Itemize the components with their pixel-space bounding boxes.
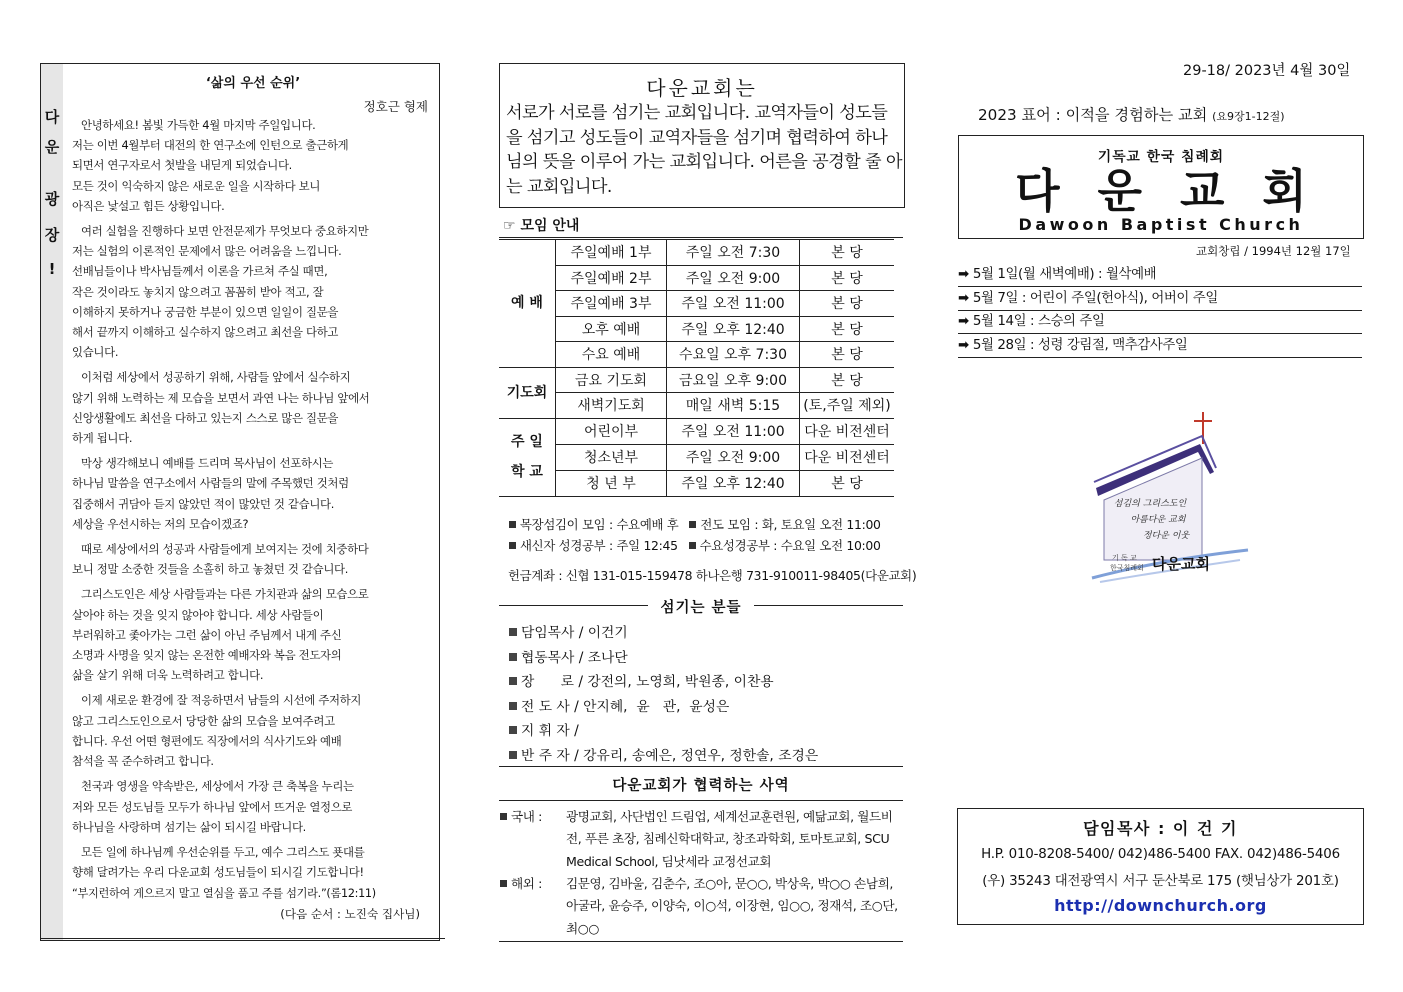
- essay-line: 막상 생각해보니 예배를 드리며 목사님이 선포하시는: [81, 456, 334, 471]
- square-bullet-icon: [509, 542, 516, 549]
- meeting-note: 새신자 성경공부 : 주일 12:45: [520, 538, 678, 553]
- essay-paragraphs: [72, 115, 434, 882]
- essay-line: 이제 새로운 환경에 잘 적응하면서 남들의 시선에 주저하지: [81, 693, 362, 708]
- essay-line: 삶을 살기 위해 더욱 노력하려고 합니다.: [72, 668, 264, 683]
- schedule-text: : 성령 강림절, 맥추감사주일: [1026, 337, 1188, 353]
- arrow-icon: ➡: [958, 314, 969, 329]
- divider: [499, 766, 903, 767]
- schedule-text: : 스승의 주일: [1026, 314, 1105, 329]
- divider: [499, 941, 903, 942]
- servant-text: 반 주 자 / 강유리, 송예은, 정연우, 정한솔, 조경은: [521, 747, 819, 764]
- logo-slogan: 아름다운 교회: [1130, 515, 1186, 525]
- church-address: (우) 35243 대전광역시 서구 둔산북로 175 (햇님상가 201호): [982, 874, 1339, 889]
- square-bullet-icon: [509, 677, 517, 685]
- intro-title: 다운교회는: [646, 76, 758, 100]
- schedule-item: [958, 335, 1362, 358]
- essay-paragraph: [72, 453, 434, 534]
- servant-text: 담임목사 / 이건기: [521, 625, 628, 641]
- logo-sub: 한국침례회: [1110, 564, 1144, 572]
- essay-line: 여러 실험을 진행하다 보면 안전문제가 무엇보다 중요하지만: [81, 224, 369, 239]
- essay-line: 천국과 영생을 약속받은, 세상에서 가장 큰 축복을 누리는: [81, 779, 354, 794]
- meeting-name: 청소년부: [556, 444, 667, 470]
- meeting-name: 수요 예배: [556, 342, 667, 368]
- church-name-english: Dawoon Baptist Church: [1018, 215, 1304, 234]
- side-char: 장: [44, 226, 60, 244]
- essay-line: 저와 모든 성도님들 모두가 하나님 앞에서 뜨거운 열정으로: [72, 799, 353, 814]
- essay-verse: “부지런하여 게으르지 말고 열심을 품고 주를 섬기라.”(롬12:11): [72, 887, 376, 901]
- table-row: [499, 418, 894, 444]
- square-bullet-icon: [509, 726, 517, 734]
- meeting-name: 어린이부: [556, 418, 667, 444]
- essay-line: 저는 이번 4월부터 대전의 한 연구소에 인턴으로 출근하게: [72, 138, 349, 153]
- servants-title-text: 섬기는 분들: [648, 600, 753, 616]
- schedule-date: 5월 7일: [972, 290, 1018, 306]
- meeting-note: 목장섬김이 모임 : 수요예배 후: [520, 517, 679, 532]
- servants-title: [499, 596, 903, 617]
- offering-account: 헌금계좌 : 신협 131-015-159478 하나은행 731-910011-98405(다운교회): [508, 568, 917, 583]
- schedule-item: [958, 311, 1362, 334]
- meeting-time: 주일 오전 9:00: [667, 265, 800, 291]
- motto-reference: (요9장1-12절): [1212, 110, 1285, 123]
- essay-author: 정호근 형제: [363, 99, 428, 114]
- meetings-table: [499, 239, 894, 497]
- schedule-date: 5월 1일: [972, 267, 1018, 282]
- pastor-title: 담임목사 : 이 건 기: [1083, 819, 1238, 838]
- motto: [978, 104, 1285, 125]
- servant-item: [509, 719, 579, 739]
- essay-line: 세상을 우선시하는 저의 모습이겠죠?: [72, 516, 249, 531]
- table-row: [499, 291, 894, 317]
- essay-line: 모든 일에 하나님께 우선순위를 두고, 예수 그리스도 푯대를: [81, 844, 365, 859]
- square-bullet-icon: [500, 880, 507, 887]
- square-bullet-icon: [509, 751, 517, 759]
- meeting-note-row: [509, 515, 881, 533]
- servant-text: 협동목사 / 조나단: [521, 649, 628, 666]
- essay-line: 집중해서 귀담아 듣지 않았던 적이 많았던 것 같습니다.: [72, 496, 335, 511]
- table-row: [499, 316, 894, 342]
- meeting-time: 주일 오후 12:40: [667, 470, 800, 496]
- arrow-icon: ➡: [958, 267, 969, 282]
- table-row: [499, 470, 894, 496]
- table-row: [499, 342, 894, 368]
- table-row: [499, 265, 894, 291]
- essay-line: 저는 실험의 이론적인 문제에서 많은 어려움을 느낍니다.: [72, 244, 342, 259]
- essay-line: 소명과 사명을 잊지 않는 온전한 예배자와 복음 전도자의: [72, 648, 342, 663]
- essay-line: 향해 달려가는 우리 다운교회 성도님들이 되시길 기도합니다!: [72, 865, 364, 880]
- essay-line: 해서 끝까지 이해하고 실수하지 않으려고 최선을 다하고: [72, 325, 339, 340]
- meeting-time: 금요일 오후 9:00: [667, 367, 800, 393]
- essay-paragraph: [72, 539, 434, 579]
- divider: [499, 237, 903, 238]
- meeting-place: 본 당: [800, 291, 895, 317]
- servant-item: [509, 621, 628, 641]
- essay-paragraph: [72, 367, 434, 448]
- essay-paragraph: [72, 690, 434, 771]
- meeting-name: 주일예배 2부: [556, 265, 667, 291]
- essay-line: 합니다. 우선 어떤 형편에도 직장에서의 식사기도와 예배: [72, 733, 342, 748]
- column-daun-square: [40, 63, 440, 941]
- meeting-time: 주일 오전 7:30: [667, 240, 800, 266]
- domestic-label: 국내 :: [511, 809, 542, 824]
- square-bullet-icon: [509, 653, 517, 661]
- schedule-date: 5월 14일: [972, 314, 1027, 329]
- servant-item: [509, 744, 818, 764]
- arrow-icon: ➡: [958, 290, 969, 306]
- essay-line: 그리스도인은 세상 사람들과는 다른 가치관과 삶의 모습으로: [81, 587, 369, 602]
- servant-text: 지 휘 자 /: [521, 723, 579, 739]
- servant-text: 장 로 / 강전의, 노영희, 박원종, 이찬용: [521, 674, 774, 690]
- meeting-place: 다운 비전센터: [800, 444, 895, 470]
- essay-line: 않고 그리스도인으로서 당당한 삶의 모습을 보여주려고: [72, 713, 335, 728]
- servant-item: [509, 670, 774, 690]
- meeting-note: 전도 모임 : 화, 토요일 오전 11:00: [700, 517, 881, 532]
- church-website-link[interactable]: http://downchurch.org: [1054, 896, 1267, 915]
- founded-date: 교회창립 / 1994년 12월 17일: [1196, 244, 1351, 258]
- essay-line: 모든 것이 익숙하지 않은 새로운 일을 시작하다 보니: [72, 178, 321, 193]
- schedule-text: (월 새벽예배) : 월삭예배: [1018, 267, 1157, 282]
- meeting-place: 본 당: [800, 342, 895, 368]
- essay-line: 선배님들이나 박사님들께서 이론을 가르쳐 주실 때면,: [72, 264, 328, 279]
- meeting-name: 청 년 부: [556, 470, 667, 496]
- arrow-icon: ➡: [958, 337, 969, 353]
- essay-line: 이처럼 세상에서 성공하기 위해, 사람들 앞에서 실수하지: [81, 370, 351, 385]
- intro-box: [499, 63, 905, 208]
- essay-paragraph: [72, 115, 434, 216]
- square-bullet-icon: [500, 813, 507, 820]
- meeting-place: 본 당: [800, 265, 895, 291]
- church-logo: [1090, 410, 1250, 585]
- meeting-time: 주일 오전 9:00: [667, 444, 800, 470]
- motto-text: 2023 표어 : 이적을 경험하는 교회: [978, 106, 1208, 124]
- servant-item: [509, 646, 628, 666]
- side-char: 다: [44, 108, 60, 126]
- essay: [72, 64, 434, 924]
- overseas-list: 김문영, 김바울, 김춘수, 조○아, 문○○, 박상욱, 박○○ 손남희, 아굴라, 윤승주, 이양숙, 이○석, 이장현, 임○○, 정재석, 조○단, 최○○: [566, 876, 898, 936]
- essay-line: 부러워하고 좇아가는 그런 삶이 아닌 주님께서 내게 주신: [72, 627, 342, 642]
- side-char: 운: [44, 138, 60, 156]
- meeting-time: 주일 오전 11:00: [667, 418, 800, 444]
- meetings-heading-text: 모임 안내: [520, 218, 580, 234]
- church-name: 다운교회: [1015, 164, 1345, 218]
- meeting-name: 주일예배 1부: [556, 240, 667, 266]
- divider: [499, 800, 903, 801]
- pastor-phone: H.P. 010-8208-5400/ 042)486-5400 FAX. 042)486-5406: [981, 847, 1340, 862]
- meeting-place: 본 당: [800, 367, 895, 393]
- schedule-date: 5월 28일: [972, 337, 1027, 353]
- essay-line: 하나님을 사랑하며 섬기는 삶이 되시길 바랍니다.: [72, 819, 306, 834]
- logo-slogan: 정다운 이웃: [1142, 531, 1190, 541]
- essay-line: 하게 됩니다.: [72, 431, 133, 446]
- meeting-name: 오후 예배: [556, 316, 667, 342]
- essay-line: 보니 정말 소중한 것들을 소홀히 하고 놓쳤던 것 같습니다.: [72, 562, 349, 577]
- servant-text: 전 도 사 / 안지혜, 윤 관, 윤성은: [521, 698, 730, 715]
- schedule-text: : 어린이 주일(헌아식), 어버이 주일: [1018, 290, 1218, 306]
- overseas-label: 해외 :: [511, 876, 542, 891]
- meetings-heading: [503, 215, 579, 235]
- essay-line: 하나님 말씀을 연구소에서 사람들의 말에 주목했던 것처럼: [72, 476, 349, 491]
- meeting-place: (토,주일 제외): [800, 393, 895, 419]
- denomination: 기독교 한국 침례회: [1097, 149, 1225, 165]
- essay-paragraph: [72, 776, 434, 837]
- meeting-group-label: 주 일 학 교: [499, 418, 556, 496]
- essay-line: 신앙생활에도 최선을 다하고 있는지 스스로 많은 질문을: [72, 410, 339, 425]
- intro-text: 서로가 서로를 섬기는 교회입니다. 교역자들이 성도들을 섬기고 성도들이 교역자들을 섬기며 협력하여 하나님의 뜻을 이루어 가는 교회입니다. 어른을 공경할 줄 아는 교회입니다.: [506, 103, 902, 197]
- meeting-name: 새벽기도회: [556, 393, 667, 419]
- essay-paragraph: [72, 584, 434, 685]
- pastor-contact-box: [957, 808, 1364, 925]
- meeting-note-row: [509, 536, 881, 554]
- essay-line: 참석을 꼭 준수하려고 합니다.: [72, 754, 214, 769]
- schedule-item: [958, 288, 1362, 311]
- essay-title: ‘삶의 우선 순위’: [205, 76, 301, 91]
- essay-line: 아직은 낯설고 힘든 상황입니다.: [72, 198, 225, 213]
- logo-slogan: 섬김의 그리스도인: [1113, 499, 1187, 509]
- square-bullet-icon: [689, 542, 696, 549]
- table-row: [499, 240, 894, 266]
- essay-line: 때로 세상에서의 성공과 사람들에게 보여지는 것에 치중하다: [81, 542, 369, 557]
- logo-sub: 기 독 교: [1112, 554, 1137, 562]
- table-row: [499, 444, 894, 470]
- table-row: [499, 393, 894, 419]
- side-char: 광: [44, 190, 60, 208]
- servant-item: [509, 695, 729, 715]
- essay-line: 안녕하세요! 봄빛 가득한 4월 마지막 주일입니다.: [81, 118, 316, 132]
- meeting-place: 본 당: [800, 470, 895, 496]
- essay-next-turn: (다음 순서 : 노진숙 집사님): [280, 907, 420, 922]
- meeting-name: 금요 기도회: [556, 367, 667, 393]
- meeting-place: 다운 비전센터: [800, 418, 895, 444]
- meeting-time: 주일 오후 12:40: [667, 316, 800, 342]
- church-title-box: [958, 135, 1364, 239]
- cooperation-title: 다운교회가 협력하는 사역: [612, 778, 790, 794]
- essay-paragraph: [72, 221, 434, 362]
- essay-paragraph: [72, 842, 434, 882]
- meeting-time: 수요일 오후 7:30: [667, 342, 800, 368]
- square-bullet-icon: [509, 628, 517, 636]
- domestic-list: 광명교회, 사단법인 드림업, 세계선교훈련원, 예닮교회, 월드비전, 푸른 초장, 침례신학대학교, 창조과학회, 토마토교회, SCU Medical School, 딤낫세라 교정선교회: [566, 809, 893, 869]
- essay-line: 작은 것이라도 놓치지 않으려고 꼼꼼히 받아 적고, 잘: [72, 284, 324, 299]
- side-label: [41, 64, 63, 940]
- schedule-item: [958, 264, 1362, 287]
- meeting-time: 주일 오전 11:00: [667, 291, 800, 317]
- essay-line: 않기 위해 노력하는 제 모습을 보면서 과연 나는 하나님 앞에서: [72, 390, 370, 405]
- divider: [40, 938, 445, 939]
- meeting-name: 주일예배 3부: [556, 291, 667, 317]
- hand-pointing-icon: ☞: [503, 218, 516, 234]
- square-bullet-icon: [509, 702, 517, 710]
- issue-date: 29-18/ 2023년 4월 30일: [1183, 63, 1351, 79]
- essay-line: 있습니다.: [72, 345, 119, 360]
- essay-line: 살아야 하는 것을 잊지 않아야 합니다. 세상 사람들이: [72, 607, 324, 622]
- meeting-time: 매일 새벽 5:15: [667, 393, 800, 419]
- table-row: [499, 367, 894, 393]
- essay-line: 되면서 연구자로서 첫발을 내딛게 되었습니다.: [72, 158, 292, 173]
- essay-line: 이해하지 못하거나 궁금한 부분이 있으면 일일이 질문을: [72, 304, 339, 319]
- square-bullet-icon: [509, 521, 516, 528]
- meeting-group-label: 예 배: [499, 240, 556, 368]
- meeting-place: 본 당: [800, 316, 895, 342]
- meeting-group-label: 기도회: [499, 367, 556, 418]
- logo-name: 다운교회: [1152, 555, 1210, 573]
- meeting-note: 수요성경공부 : 수요일 오전 10:00: [699, 538, 881, 553]
- square-bullet-icon: [689, 521, 696, 528]
- side-char: !: [48, 260, 56, 278]
- meeting-place: 본 당: [800, 240, 895, 266]
